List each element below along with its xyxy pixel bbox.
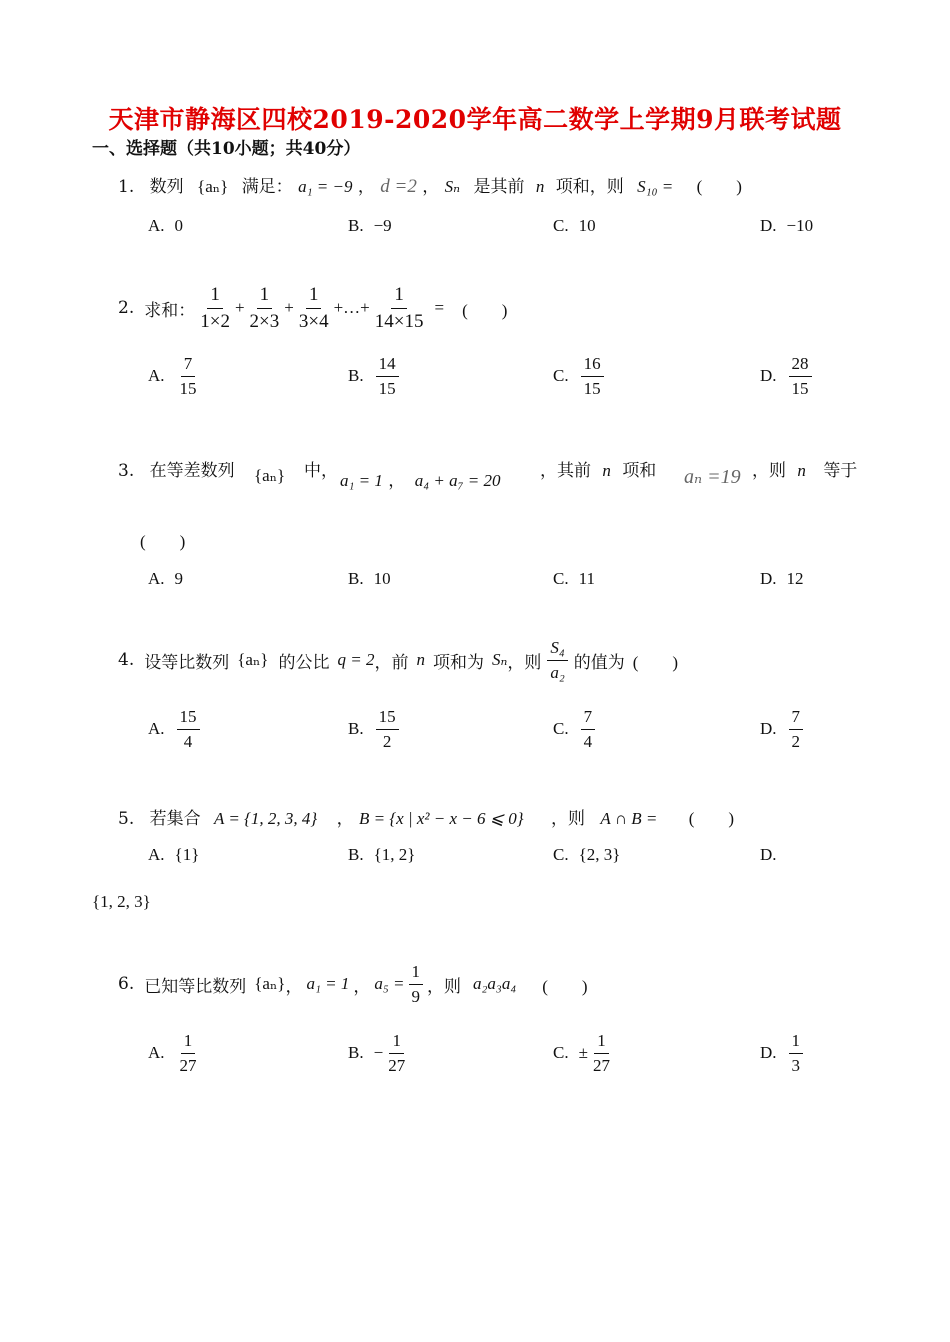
option-b — [348, 1031, 410, 1075]
question-3-condition — [684, 464, 741, 489]
denominator: 3 — [791, 1055, 801, 1075]
answer-blank: ( ) — [542, 976, 588, 996]
option-c — [553, 1031, 615, 1075]
option-label: D. — [760, 366, 777, 386]
option-label: B. — [348, 1043, 364, 1063]
option-label: C. — [553, 366, 569, 386]
denominator: 1×2 — [200, 310, 230, 332]
option-label: C. — [553, 569, 569, 588]
document-title: 天津市静海区四校2019-2020学年高二数学上学期9月联考试题 — [108, 105, 842, 134]
question-4 — [118, 638, 678, 682]
fraction — [376, 707, 399, 751]
fraction — [177, 707, 200, 751]
math-expression: a₁ = −9 — [298, 177, 353, 196]
question-text: 数列 — [149, 177, 184, 197]
option-label: A. — [148, 1043, 165, 1063]
math-expression: {aₙ} — [237, 650, 269, 670]
punctuation: ， — [388, 471, 406, 491]
fraction — [581, 354, 604, 398]
question-text: ，则 — [427, 976, 461, 997]
fraction — [197, 284, 233, 333]
denominator: 15 — [791, 378, 809, 398]
math-expression: {aₙ} — [197, 177, 229, 196]
option-value: {2, 3} — [578, 845, 621, 864]
option-value: {1} — [174, 845, 200, 864]
option-label: A. — [148, 569, 165, 588]
fraction — [789, 354, 812, 398]
option-label: D. — [760, 216, 777, 235]
option-c — [553, 354, 606, 398]
question-6 — [118, 962, 588, 1006]
option-d-value: {1, 2, 3} — [92, 892, 151, 911]
question-3-sequence — [254, 466, 285, 486]
denominator: 27 — [592, 1055, 610, 1075]
option-value: −9 — [373, 216, 392, 235]
question-3-text — [752, 456, 857, 481]
math-expression: S₁₀ = — [637, 177, 674, 196]
numerator: 28 — [789, 354, 812, 377]
option-value: 11 — [578, 569, 595, 588]
fraction — [789, 707, 804, 751]
numerator: 16 — [581, 354, 604, 377]
option-value: 10 — [578, 216, 596, 235]
question-3-text — [304, 456, 338, 481]
option-label: A. — [148, 366, 165, 386]
question-text: 满足： — [241, 177, 293, 197]
denominator: 14×15 — [374, 310, 424, 332]
question-text: ，其前 — [540, 461, 591, 481]
question-text: 设等比数列 — [144, 652, 230, 673]
operator: + — [234, 298, 245, 318]
option-b — [348, 216, 392, 236]
fraction — [372, 284, 427, 333]
denominator: 4 — [183, 731, 193, 751]
option-value: 10 — [373, 569, 391, 588]
option-a — [148, 569, 183, 589]
fraction — [581, 707, 596, 751]
question-3 — [118, 456, 235, 481]
question-text: 等于 — [823, 461, 858, 481]
option-c — [553, 707, 597, 751]
math-expression: Sₙ — [491, 650, 508, 670]
numerator: 1 — [391, 284, 407, 309]
punctuation: ， — [357, 177, 375, 197]
math-expression: a₄ + a₇ = 20 — [414, 471, 501, 490]
fraction — [385, 1031, 408, 1075]
numerator: 15 — [376, 707, 399, 730]
section-heading: 一、选择题（共10小题；共40分） — [92, 139, 361, 159]
numerator: 7 — [181, 354, 196, 377]
question-number: 3. — [118, 461, 135, 481]
math-expression: B = {x | x² − x − 6 ⩽ 0} — [359, 809, 524, 828]
fraction — [177, 1031, 200, 1075]
math-expression: a₁ = 1 — [340, 471, 383, 490]
option-value: 0 — [174, 216, 184, 235]
option-c — [553, 845, 620, 865]
question-text: 若集合 — [149, 809, 201, 829]
option-a — [148, 354, 202, 398]
option-value: 9 — [174, 569, 184, 588]
numerator: 1 — [306, 284, 322, 309]
question-text: 项和为 — [432, 652, 484, 673]
question-text: 在等差数列 — [149, 461, 235, 481]
fraction — [247, 284, 283, 333]
question-text: ，则 — [507, 652, 542, 673]
math-expression: {aₙ} — [254, 466, 286, 485]
numerator: 1 — [257, 284, 273, 309]
option-label: D. — [760, 1043, 777, 1063]
question-text: ，前 — [374, 652, 409, 673]
numerator: 1 — [389, 1031, 404, 1054]
option-d — [760, 569, 804, 589]
question-number: 6. — [118, 974, 135, 995]
option-label: C. — [553, 719, 569, 739]
question-3-conditions — [340, 466, 500, 491]
answer-blank: ( ) — [696, 177, 742, 196]
sign: ± — [578, 1043, 588, 1063]
option-d — [760, 845, 787, 865]
option-label: B. — [348, 216, 364, 235]
answer-blank: ( ) — [140, 532, 186, 551]
denominator: 9 — [411, 986, 420, 1006]
numerator: 1 — [789, 1031, 804, 1054]
option-d — [760, 354, 814, 398]
question-text: 项和 — [622, 461, 657, 481]
question-text: ，则 — [550, 809, 585, 829]
question-text: 已知等比数列 — [144, 976, 247, 997]
question-text: 项和，则 — [555, 177, 624, 197]
option-d — [760, 707, 805, 751]
math-expression: a₅ = — [374, 974, 405, 994]
question-text: ，则 — [752, 461, 786, 481]
denominator: 2 — [382, 731, 392, 751]
numerator: 14 — [376, 354, 399, 377]
math-expression: A ∩ B = — [600, 809, 658, 828]
question-text: 中， — [304, 461, 338, 481]
fraction — [547, 638, 567, 682]
option-value: {1, 2} — [373, 845, 416, 864]
question-1 — [118, 172, 742, 198]
numerator: 1 — [409, 962, 424, 985]
question-number: 4. — [118, 650, 135, 671]
question-text: 的值为 — [573, 652, 625, 673]
math-expression: {aₙ} — [254, 974, 286, 994]
punctuation: ， — [353, 976, 371, 997]
option-a — [148, 1031, 202, 1075]
option-value: 12 — [786, 569, 804, 588]
math-expression: n — [416, 650, 425, 670]
denominator: 2 — [791, 731, 801, 751]
option-label: D. — [760, 719, 777, 739]
denominator: 4 — [583, 731, 593, 751]
question-number: 2. — [118, 298, 135, 319]
math-expression: d =2 — [380, 176, 417, 197]
denominator: 15 — [179, 378, 197, 398]
fraction — [409, 962, 424, 1006]
fraction — [590, 1031, 613, 1075]
option-label: B. — [348, 845, 364, 864]
numerator: 7 — [789, 707, 804, 730]
option-b — [348, 707, 401, 751]
option-label: C. — [553, 1043, 569, 1063]
numerator: 1 — [181, 1031, 196, 1054]
numerator: 1 — [207, 284, 223, 309]
option-b — [348, 569, 391, 589]
answer-blank: ( ) — [462, 300, 508, 320]
option-label: C. — [553, 845, 569, 864]
punctuation: ， — [336, 809, 354, 829]
denominator: 15 — [583, 378, 601, 398]
question-text: 是其前 — [473, 177, 525, 197]
fraction — [789, 1031, 804, 1075]
sign: − — [373, 1043, 384, 1063]
numerator: S₄ — [547, 638, 567, 661]
option-label: C. — [553, 216, 569, 235]
option-c — [553, 569, 595, 589]
operator: +…+ — [333, 298, 370, 318]
math-expression: a₁ = 1 — [306, 974, 350, 994]
option-label: B. — [348, 569, 364, 588]
punctuation: ， — [422, 177, 440, 197]
question-text: 的公比 — [278, 652, 330, 673]
math-expression: Sₙ — [444, 177, 461, 196]
question-5 — [118, 804, 734, 829]
option-a — [148, 216, 183, 236]
numerator: 7 — [581, 707, 596, 730]
option-label: D. — [760, 569, 777, 588]
math-expression: q = 2 — [337, 650, 375, 670]
math-expression: n — [535, 177, 545, 196]
denominator: 3×4 — [298, 310, 329, 332]
option-c — [553, 216, 596, 236]
math-expression: A = {1, 2, 3, 4} — [214, 809, 318, 828]
option-label: B. — [348, 366, 364, 386]
option-label: D. — [760, 845, 777, 864]
option-a — [148, 845, 199, 865]
operator: + — [284, 298, 294, 318]
question-3-text — [540, 456, 656, 481]
option-label: A. — [148, 216, 165, 235]
math-expression: a₂a₃a₄ — [473, 974, 517, 994]
option-label: A. — [148, 719, 165, 739]
option-b — [348, 354, 401, 398]
denominator: 15 — [378, 378, 396, 398]
operator: = — [434, 298, 445, 318]
option-value: −10 — [786, 216, 814, 235]
denominator: 27 — [388, 1055, 406, 1075]
question-text: 求和： — [144, 300, 196, 321]
numerator: 15 — [177, 707, 200, 730]
option-label: B. — [348, 719, 364, 739]
math-expression: n — [797, 461, 806, 480]
math-expression: n — [602, 461, 611, 480]
math-expression: aₙ =19 — [684, 466, 741, 488]
question-number: 1. — [118, 177, 135, 197]
option-b — [348, 845, 415, 865]
denominator: 27 — [179, 1055, 197, 1075]
fraction — [177, 354, 200, 398]
numerator: 1 — [594, 1031, 609, 1054]
denominator: a₂ — [550, 662, 565, 682]
option-label: A. — [148, 845, 165, 864]
question-2 — [118, 284, 507, 333]
punctuation: ， — [285, 976, 303, 997]
fraction — [296, 284, 332, 333]
question-number: 5. — [118, 809, 135, 829]
denominator: 2×3 — [249, 310, 280, 332]
option-a — [148, 707, 202, 751]
option-d — [760, 1031, 805, 1075]
option-d — [760, 216, 813, 236]
fraction — [376, 354, 399, 398]
answer-blank: ( ) — [632, 652, 679, 672]
answer-blank: ( ) — [688, 809, 735, 828]
